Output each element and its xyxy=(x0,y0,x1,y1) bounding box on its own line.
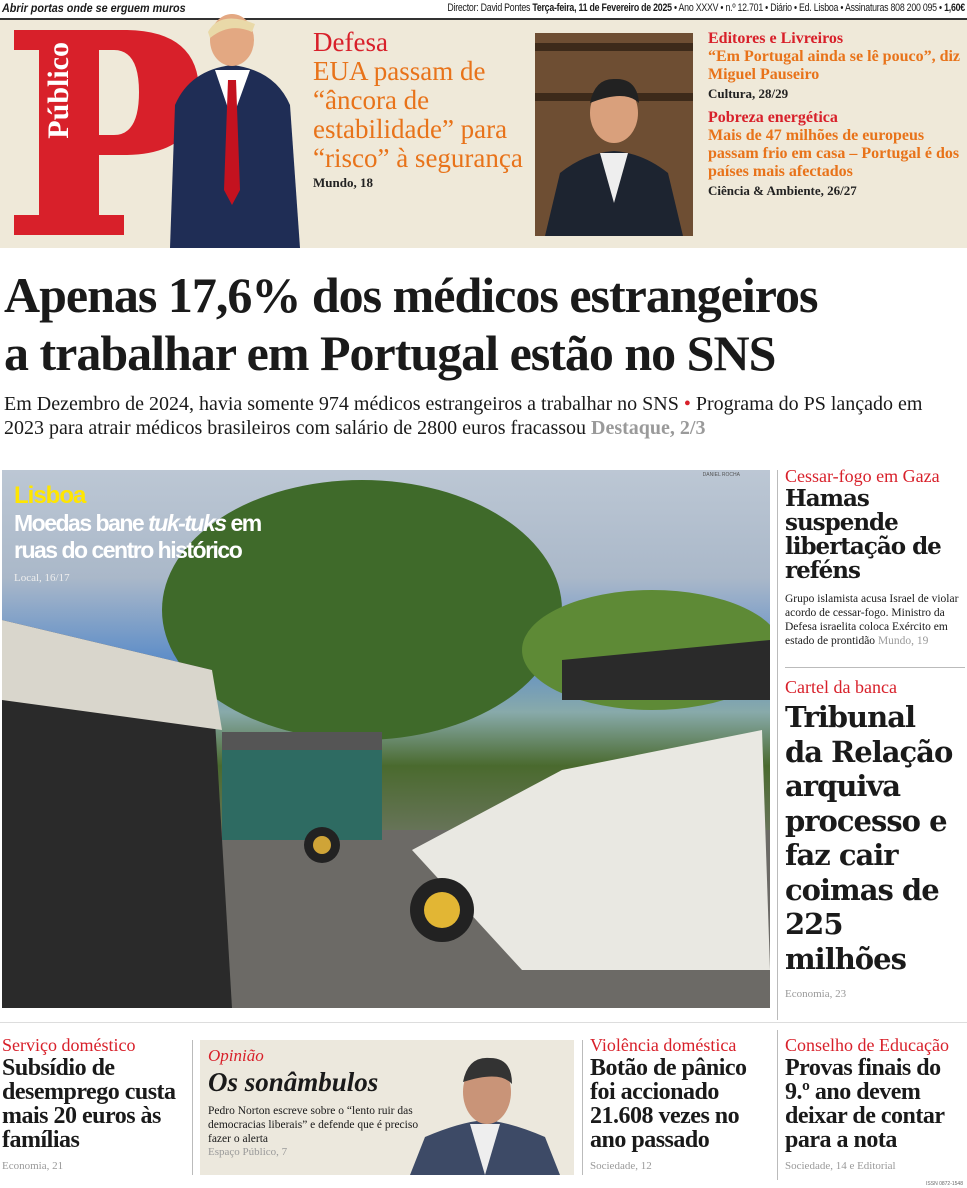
story-ref: Sociedade, 12 xyxy=(590,1160,652,1172)
opinion-headline: Os sonâmbulos xyxy=(208,1067,379,1097)
lead-deck xyxy=(4,392,964,440)
photo-headline-text: em ruas do centro histórico xyxy=(14,510,261,563)
details: • Ano XXXV • n.º 12.701 • Diário • Ed. Lisboa • Assinaturas 808 200 095 • xyxy=(674,2,942,14)
story-headline: Subsídio de desemprego custa mais 20 euros às famílias xyxy=(2,1055,176,1153)
lead-headline-line: a trabalhar em Portugal estão no SNS xyxy=(4,325,776,381)
edition-info xyxy=(447,0,965,16)
opinion-text xyxy=(208,1046,443,1159)
teaser-kicker: Pobreza energética xyxy=(708,109,838,126)
opinion-kicker: Opinião xyxy=(208,1046,264,1065)
photo-kicker: Lisboa xyxy=(14,482,86,509)
photo-caption xyxy=(14,482,304,585)
opinion-box[interactable] xyxy=(200,1040,574,1175)
teaser-books[interactable] xyxy=(708,30,965,101)
divider xyxy=(785,667,965,668)
column-divider xyxy=(192,1040,193,1175)
date: Terça-feira, 11 de Fevereiro de 2025 xyxy=(532,2,672,14)
masthead-bar xyxy=(0,0,967,18)
divider xyxy=(0,1022,967,1023)
deck-text: Programa do PS lançado em 2023 para atrair médicos brasileiros com salário de 2800 euros fracassou xyxy=(4,393,923,439)
column-divider xyxy=(582,1040,583,1175)
top-story-ref: Mundo, 18 xyxy=(313,175,373,190)
photo-headline-text: Moedas bane xyxy=(14,510,149,536)
story-ref: Economia, 21 xyxy=(2,1160,64,1172)
top-story-headline: EUA passam de “âncora de estabilidade” para “risco” à segurança xyxy=(313,56,523,173)
photo-credit: DANIEL ROCHA xyxy=(702,472,740,478)
story-domestic-violence[interactable] xyxy=(590,1035,770,1173)
teaser-kicker: Editores e Livreiros xyxy=(708,30,844,47)
director: Director: David Pontes xyxy=(447,2,531,14)
story-body: Grupo islamista acusa Israel de violar acordo de cessar-fogo. Ministro da Defesa israelita coloca Exército em estado de prontidão xyxy=(785,593,959,647)
photo-ref: Local, 16/17 xyxy=(14,572,70,584)
lead-ref: Destaque, 2/3 xyxy=(591,417,706,439)
column-divider xyxy=(777,1030,778,1180)
story-kicker: Cartel da banca xyxy=(785,677,897,697)
bullet: • xyxy=(683,393,691,415)
story-kicker: Serviço doméstico xyxy=(2,1035,136,1055)
story-education[interactable] xyxy=(785,1035,967,1173)
person-photo xyxy=(160,10,305,248)
isbn: ISSN 0872-1548 xyxy=(926,1181,963,1187)
story-kicker: Violência doméstica xyxy=(590,1035,737,1055)
story-headline: Botão de pânico foi accionado 21.608 vezes no ano passado xyxy=(590,1055,747,1153)
teaser-ref: Ciência & Ambiente, 26/27 xyxy=(708,183,857,198)
main-photo[interactable] xyxy=(2,470,770,1008)
teaser-energy[interactable] xyxy=(708,109,965,198)
lead-headline-line: Apenas 17,6% dos médicos estrangeiros xyxy=(4,267,818,323)
photo-headline xyxy=(14,510,304,564)
story-domestic-service[interactable] xyxy=(2,1035,187,1173)
lead-story xyxy=(4,266,964,440)
story-ref: Sociedade, 14 e Editorial xyxy=(785,1160,896,1172)
portrait-photo xyxy=(535,33,693,236)
story-ref: Economia, 23 xyxy=(785,988,847,1000)
story-ref: Mundo, 19 xyxy=(877,635,929,647)
story-headline: Provas finais do 9.º ano devem deixar de contar para a nota xyxy=(785,1055,945,1153)
teasers xyxy=(708,30,965,198)
story-headline: Tribunal da Relação arquiva processo e faz cair coimas de 225 milhões xyxy=(785,700,953,976)
top-story-kicker: Defesa xyxy=(313,27,388,57)
logo-wordmark: Público xyxy=(40,40,78,141)
teaser-headline: Mais de 47 milhões de europeus passam frio em casa – Portugal é dos países mais afectados xyxy=(708,127,960,180)
column-divider xyxy=(777,470,778,1020)
story-gaza[interactable] xyxy=(785,466,967,648)
photo-headline-em: tuk-tuks xyxy=(148,510,226,536)
story-headline: Hamas suspende libertação de reféns xyxy=(785,485,941,584)
top-story[interactable] xyxy=(313,28,528,190)
price: 1,60€ xyxy=(944,2,965,14)
opinion-body: Pedro Norton escreve sobre o “lento ruir das democracias liberais” e defende que é preciso fazer o alerta xyxy=(208,1105,419,1145)
teaser-ref: Cultura, 28/29 xyxy=(708,86,789,101)
story-kicker: Conselho de Educação xyxy=(785,1035,949,1055)
slogan: Abrir portas onde se erguem muros xyxy=(2,1,186,15)
story-banks[interactable] xyxy=(785,677,967,1001)
teaser-headline: “Em Portugal ainda se lê pouco”, diz Miguel Pauseiro xyxy=(708,48,961,83)
story-kicker: Cessar-fogo em Gaza xyxy=(785,466,940,486)
opinion-ref: Espaço Público, 7 xyxy=(208,1146,288,1158)
lead-headline[interactable] xyxy=(4,266,964,382)
deck-text: Em Dezembro de 2024, havia somente 974 médicos estrangeiros a trabalhar no SNS xyxy=(4,393,679,415)
